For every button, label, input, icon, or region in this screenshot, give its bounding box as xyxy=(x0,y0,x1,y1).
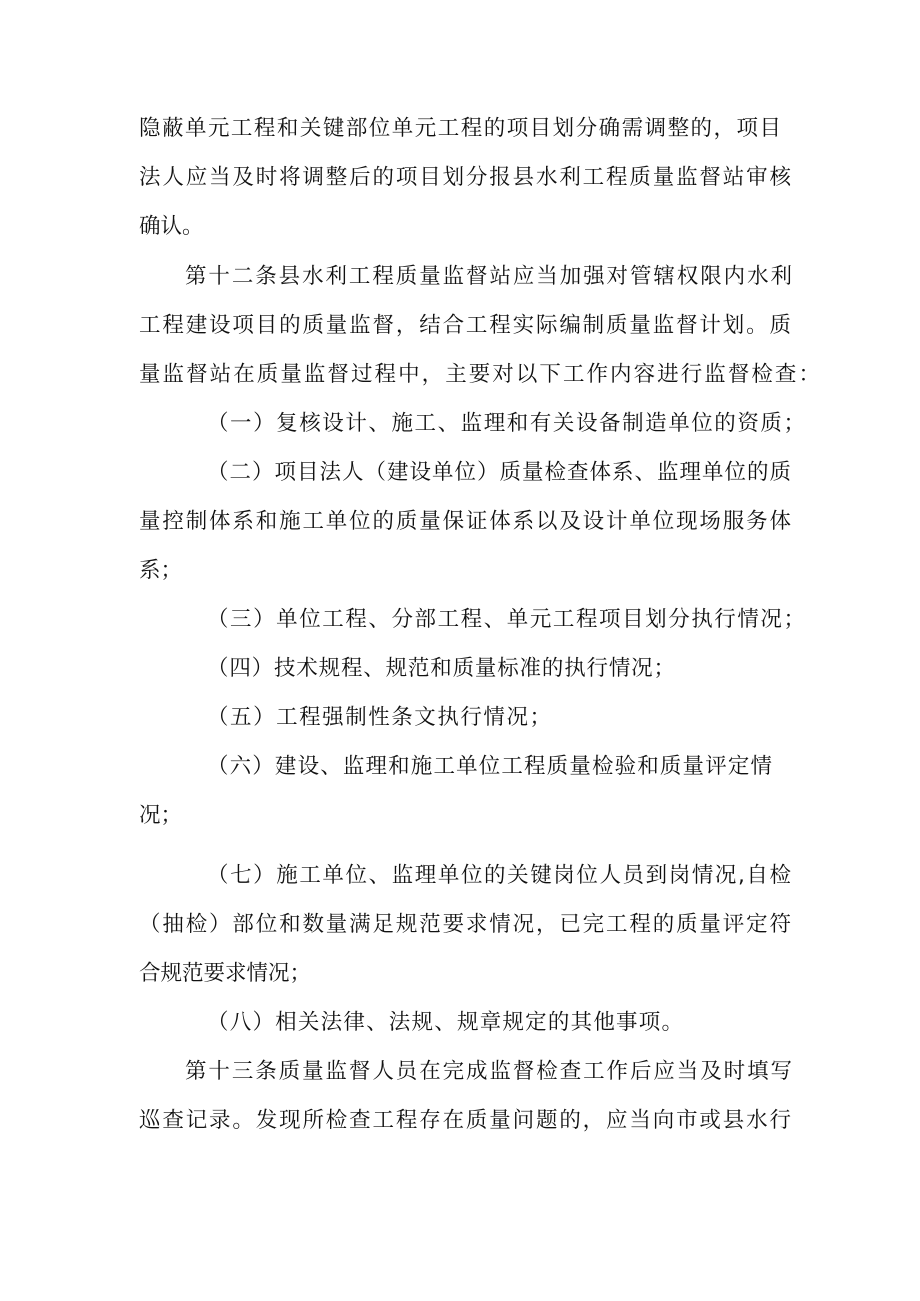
list-item-line: （一）复核设计、施工、监理和有关设备制造单位的资质； xyxy=(207,411,805,436)
list-item-line: （六）建设、监理和施工单位工程质量检验和质量评定情 xyxy=(207,754,772,779)
body-text-line: （抽检）部位和数量满足规范要求情况，已完工程的质量评定符 xyxy=(139,912,791,937)
list-item-line: （八）相关法律、法规、规章规定的其他事项。 xyxy=(207,1010,683,1035)
list-item-line: （二）项目法人（建设单位）质量检查体系、监理单位的质 xyxy=(207,460,791,485)
list-item-line: （七）施工单位、监理单位的关键岗位人员到岗情况,自检 xyxy=(207,863,791,888)
body-text-line: 工程建设项目的质量监督，结合工程实际编制质量监督计划。质 xyxy=(139,313,791,338)
body-text-line: 系； xyxy=(139,558,183,583)
body-text-line: 况； xyxy=(139,803,183,828)
body-text-line: 法人应当及时将调整后的项目划分报县水利工程质量监督站审核 xyxy=(139,165,791,190)
list-item-line: （五）工程强制性条文执行情况； xyxy=(207,705,551,730)
paragraph-first-line: 第十三条质量监督人员在完成监督检查工作后应当及时填写 xyxy=(185,1059,792,1084)
body-text-line: 量监督站在质量监督过程中，主要对以下工作内容进行监督检查： xyxy=(139,362,820,387)
body-text-line: 巡查记录。发现所检查工程存在质量问题的，应当向市或县水行 xyxy=(139,1108,791,1133)
body-text-line: 合规范要求情况； xyxy=(139,961,312,986)
list-item-line: （三）单位工程、分部工程、单元工程项目划分执行情况； xyxy=(207,607,805,632)
list-item-line: （四）技术规程、规范和质量标准的执行情况； xyxy=(207,656,675,681)
body-text-line: 量控制体系和施工单位的质量保证体系以及设计单位现场服务体 xyxy=(139,509,791,534)
paragraph-first-line: 第十二条县水利工程质量监督站应当加强对管辖权限内水利 xyxy=(185,264,792,289)
body-text-line: 确认。 xyxy=(139,214,204,239)
body-text-line: 隐蔽单元工程和关键部位单元工程的项目划分确需调整的，项目 xyxy=(139,116,781,141)
